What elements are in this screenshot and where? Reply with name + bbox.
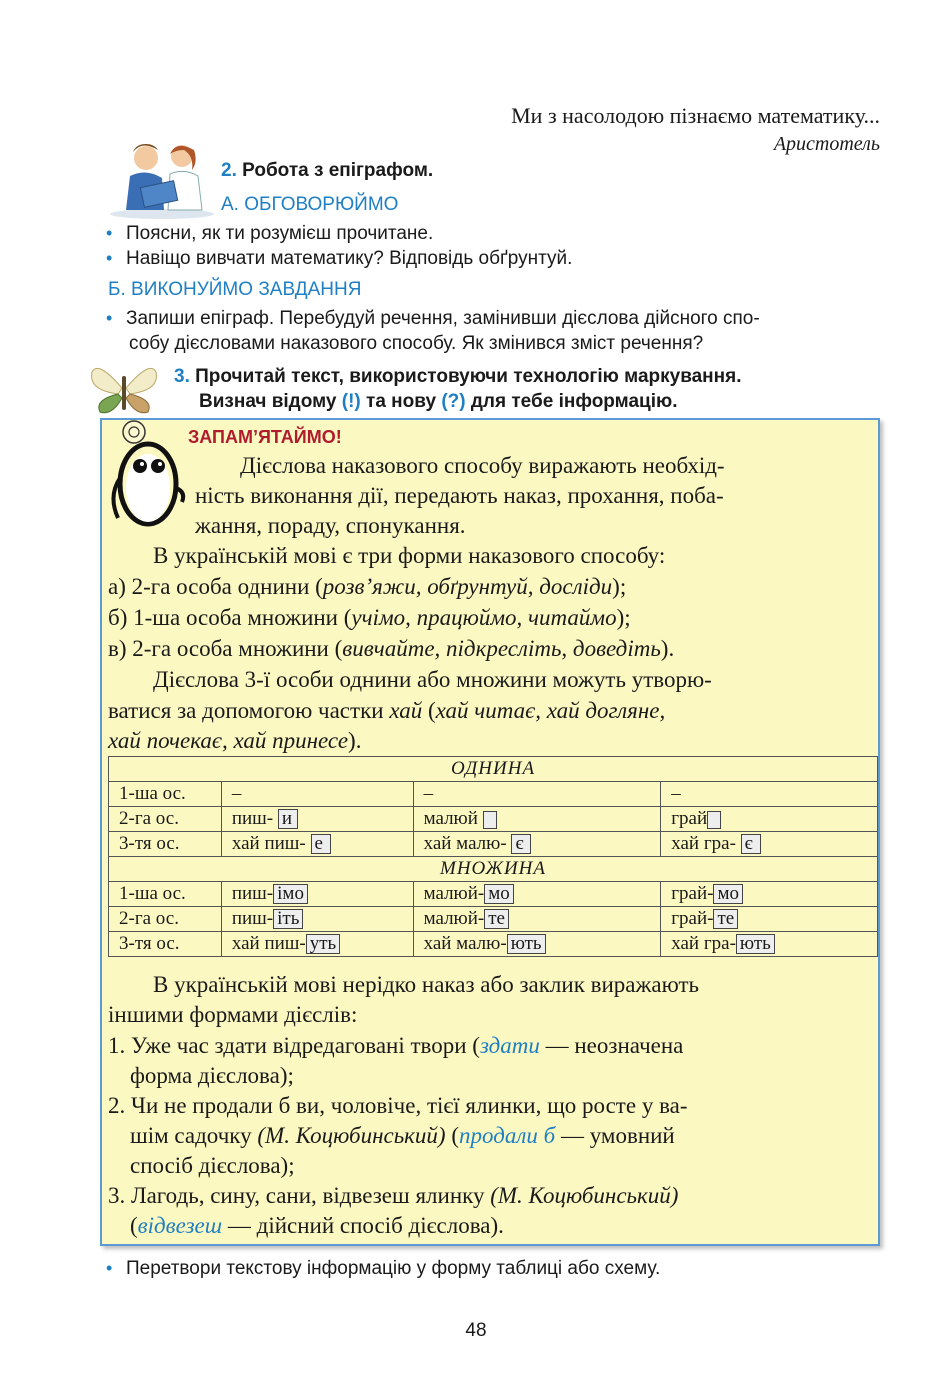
imperative-forms-table — [108, 756, 878, 957]
ending-box: уть — [306, 934, 340, 954]
ending-box: мо — [713, 884, 743, 904]
list-item: • Перетвори текстову інформацію у форму таблиці або схему. — [106, 1258, 661, 1279]
example-2: 2. Чи не продали б ви, чоловіче, тієї ялинки, що росте у ва- — [108, 1093, 688, 1118]
mark-new: (?) — [441, 391, 466, 412]
list-item-continuation: собу дієсловами наказового способу. Як змінився зміст речення? — [129, 333, 704, 354]
empty-ending-box — [707, 811, 721, 829]
epigraph-author: Аристотель — [773, 133, 880, 155]
memo-title: ЗАПАМ’ЯТАЙМО! — [188, 427, 342, 447]
memo-paragraph-4: В українській мові нерідко наказ або заклик виражають — [153, 972, 700, 997]
page-number: 48 — [465, 1320, 487, 1341]
ending-box: и — [278, 809, 298, 829]
memo-paragraph-1-line2: ність виконання дії, передають наказ, прохання, поба- — [195, 483, 724, 508]
example-1: 1. Уже час здати відредаговані твори (здати — неозначена — [108, 1033, 684, 1058]
memo-paragraph-3-line2: ватися за допомогою частки хай (хай читає, хай догляне, — [108, 698, 666, 723]
bullet-icon: • — [106, 248, 113, 268]
task2-heading — [221, 160, 433, 182]
task3-number: 3. — [174, 366, 190, 387]
task2-number: 2. — [221, 160, 237, 181]
form-item: а) 2-га особа однини (розв’яжи, обґрунтуй, досліди); — [108, 574, 627, 599]
table-row: 2-га ос. пиш- іть малюй- те грай- те — [109, 907, 878, 932]
memo-paragraph-3: Дієслова 3-ї особи однини або множини можуть утворю- — [153, 667, 712, 692]
ending-box: є — [741, 834, 761, 854]
example-3: 3. Лагодь, сину, сани, відвезеш ялинку (М. Коцюбинський) — [108, 1183, 679, 1208]
list-item: • Запиши епіграф. Перебудуй речення, замінивши дієслова дійсного спо- — [106, 308, 760, 329]
table-row: 3-тя ос. хай пиш- е хай малю- є хай гра- є — [109, 832, 878, 857]
example-3-line2: (відвезеш — дійсний спосіб дієслова). — [130, 1213, 504, 1238]
example-1-line2: форма дієслова); — [130, 1063, 294, 1088]
section-b-heading: Б. ВИКОНУЙМО ЗАВДАННЯ — [108, 279, 362, 300]
memo-paragraph-2: В українській мові є три форми наказового способу: — [153, 543, 666, 568]
table-row: 3-тя ос. хай пиш- уть хай малю- ють хай гра- ють — [109, 932, 878, 957]
bullet-icon: • — [106, 308, 113, 328]
memo-paragraph-3-line3: хай почекає, хай принесе). — [108, 728, 362, 753]
ending-box: є — [511, 834, 531, 854]
epigraph-text: Ми з насолодою пізнаємо математику... — [511, 103, 880, 128]
table-header-row: ОДНИНА — [109, 757, 878, 782]
ending-box: е — [311, 834, 331, 854]
form-item: б) 1-ша особа множини (учімо, працюймо, читаймо); — [108, 605, 631, 630]
memo-paragraph-4-line2: іншими формами дієслів: — [108, 1002, 358, 1027]
task3-line1: Прочитай текст, використовуючи технологію маркування. — [195, 366, 742, 387]
empty-ending-box — [483, 811, 497, 829]
task3-line2: Визнач відому (!) та нову (?) для тебе інформацію. — [199, 391, 678, 412]
list-item: • Навіщо вивчати математику? Відповідь обґрунтуй. — [106, 248, 573, 269]
table-row: 1-ша ос. – – – — [109, 782, 878, 807]
ending-box: те — [484, 909, 509, 929]
mascot-icon — [108, 418, 188, 528]
ending-box: мо — [484, 884, 514, 904]
form-item: в) 2-га особа множини (вивчайте, підкресліть, доведіть). — [108, 636, 675, 661]
ending-box: іть — [273, 909, 303, 929]
reading-people-illustration — [106, 140, 218, 220]
butterfly-icon — [88, 360, 160, 416]
ending-box: ють — [736, 934, 775, 954]
table-row: 1-ша ос. пиш- імо малюй- мо грай- мо — [109, 882, 878, 907]
example-2-line3: спосіб дієслова); — [130, 1153, 295, 1178]
ending-box: те — [713, 909, 738, 929]
ending-box: імо — [273, 884, 308, 904]
bullet-icon: • — [106, 1258, 113, 1278]
list-item: • Поясни, як ти розумієш прочитане. — [106, 223, 434, 244]
section-a-heading: А. ОБГОВОРЮЙМО — [221, 194, 399, 215]
task2-title: Робота з епіграфом. — [242, 160, 434, 181]
mark-known: (!) — [341, 391, 361, 412]
table-header-row: МНОЖИНА — [109, 857, 878, 882]
memo-paragraph-1: Дієслова наказового способу виражають необхід- — [240, 453, 725, 478]
task3-heading — [174, 366, 742, 388]
memo-paragraph-1-line3: жання, пораду, спонукання. — [195, 513, 466, 538]
table-row: 2-га ос. пиш- и малюй грай — [109, 807, 878, 832]
bullet-icon: • — [106, 223, 113, 243]
ending-box: ють — [507, 934, 546, 954]
example-2-line2: шім садочку (М. Коцюбинський) (продали б — умовний — [130, 1123, 675, 1148]
